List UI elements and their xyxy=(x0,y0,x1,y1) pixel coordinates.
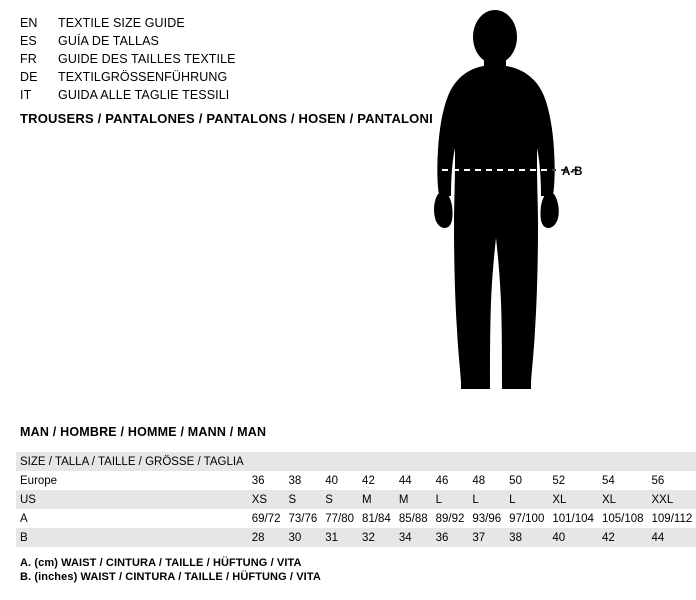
cell xyxy=(598,452,648,471)
table-row xyxy=(16,471,696,490)
cell: 46 xyxy=(435,474,449,487)
language-title: GUIDA ALLE TAGLIE TESSILI xyxy=(58,88,230,102)
language-row xyxy=(20,34,400,52)
cell: 37 xyxy=(468,528,505,547)
table-title: MAN / HOMBRE / HOMME / MANN / MAN xyxy=(20,425,267,439)
row-label: US xyxy=(16,490,248,509)
cell: 97/100 xyxy=(509,512,545,525)
language-row xyxy=(20,70,400,88)
cell: 56 xyxy=(651,474,665,487)
cell: M xyxy=(358,490,395,509)
language-title: GUÍA DE TALLAS xyxy=(58,34,159,48)
cell: M xyxy=(395,490,432,509)
cell: 109/112 xyxy=(651,512,693,525)
cell xyxy=(648,452,696,471)
row-label: SIZE / TALLA / TAILLE / GRÖSSE / TAGLIA xyxy=(16,452,248,471)
language-row xyxy=(20,16,400,34)
language-title: GUIDE DES TAILLES TEXTILE xyxy=(58,52,236,66)
table-row xyxy=(16,452,696,471)
cell xyxy=(468,452,505,471)
cell: 44 xyxy=(648,528,696,547)
cell: 105/108 xyxy=(601,512,644,525)
cell xyxy=(432,452,469,471)
cell xyxy=(358,452,395,471)
cell: 42 xyxy=(362,474,375,487)
cell: S xyxy=(284,490,321,509)
cell: L xyxy=(432,490,469,509)
footnote-b: B. (inches) WAIST / CINTURA / TAILLE / HÜFTUNG / VITA xyxy=(20,571,321,583)
cell: 54 xyxy=(601,474,615,487)
cell: 31 xyxy=(321,528,358,547)
language-row xyxy=(20,88,400,106)
language-list xyxy=(20,16,400,106)
row-label: B xyxy=(16,528,248,547)
language-code: ES xyxy=(20,34,37,48)
cell: 38 xyxy=(505,528,548,547)
size-table xyxy=(16,452,696,547)
man-silhouette-figure xyxy=(410,10,590,410)
measurement-label-ab: A-B xyxy=(562,166,583,178)
cell: 44 xyxy=(398,474,412,487)
cell: S xyxy=(321,490,358,509)
language-code: IT xyxy=(20,88,32,102)
cell: 32 xyxy=(358,528,395,547)
row-label: A xyxy=(20,512,28,525)
cell: 73/76 xyxy=(288,512,318,525)
silhouette-icon xyxy=(410,10,590,410)
language-code: DE xyxy=(20,70,38,84)
cell: 30 xyxy=(284,528,321,547)
cell: XXL xyxy=(648,490,696,509)
cell: XS xyxy=(248,490,285,509)
cell: 36 xyxy=(251,474,265,487)
cell: 42 xyxy=(598,528,648,547)
cell xyxy=(395,452,432,471)
section-title: TROUSERS / PANTALONES / PANTALONS / HOSEN / PANTALONI xyxy=(20,111,433,126)
cell xyxy=(321,452,358,471)
cell: 34 xyxy=(395,528,432,547)
table-row xyxy=(16,528,696,547)
footnotes xyxy=(20,556,321,584)
language-row xyxy=(20,52,400,70)
cell: L xyxy=(468,490,505,509)
cell: 85/88 xyxy=(398,512,428,525)
cell: 38 xyxy=(288,474,302,487)
cell xyxy=(284,452,321,471)
language-code: EN xyxy=(20,16,38,30)
cell xyxy=(248,452,285,471)
cell: 40 xyxy=(325,474,339,487)
cell: 101/104 xyxy=(552,512,594,525)
row-label: Europe xyxy=(20,474,58,487)
cell: 28 xyxy=(248,528,285,547)
cell: XL xyxy=(548,490,598,509)
language-title: TEXTILGRÖSSENFÜHRUNG xyxy=(58,70,228,84)
cell xyxy=(505,452,548,471)
cell: 69/72 xyxy=(251,512,281,525)
cell: 93/96 xyxy=(472,512,502,525)
cell: 36 xyxy=(432,528,469,547)
cell: 89/92 xyxy=(435,512,465,525)
cell: 40 xyxy=(548,528,598,547)
cell: 48 xyxy=(472,474,486,487)
cell: 77/80 xyxy=(325,512,355,525)
table-row xyxy=(16,490,696,509)
cell: XL xyxy=(598,490,648,509)
cell xyxy=(548,452,598,471)
language-code: FR xyxy=(20,52,37,66)
cell: 81/84 xyxy=(362,512,391,525)
footnote-a: A. (cm) WAIST / CINTURA / TAILLE / HÜFTUNG / VITA xyxy=(20,557,302,569)
cell: 52 xyxy=(552,474,566,487)
cell: L xyxy=(505,490,548,509)
table-row xyxy=(16,509,696,528)
cell: 50 xyxy=(509,474,522,487)
language-title: TEXTILE SIZE GUIDE xyxy=(58,16,185,30)
